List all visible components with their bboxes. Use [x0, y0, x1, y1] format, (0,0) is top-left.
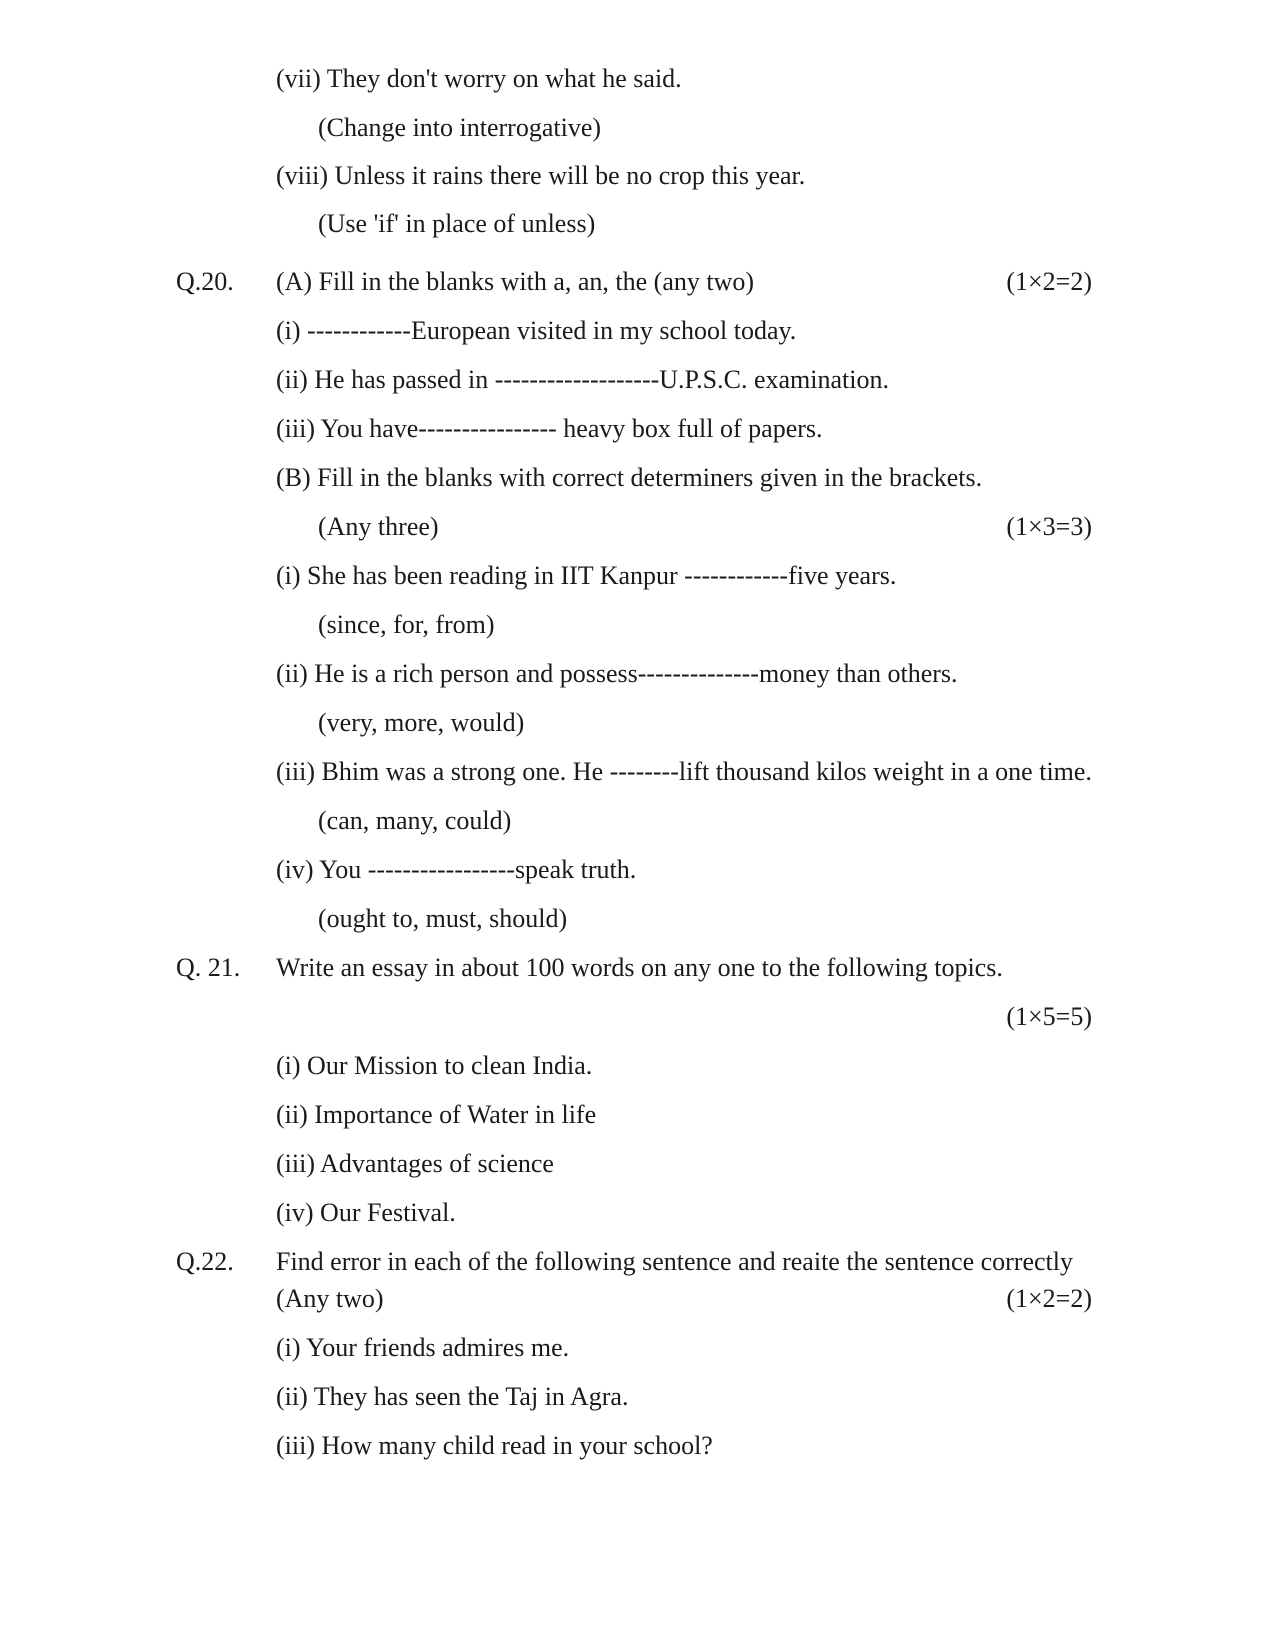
q22-item: (iii) How many child read in your school?	[276, 1431, 713, 1460]
q22-item: (ii) They has seen the Taj in Agra.	[276, 1382, 629, 1411]
q21-topic: (iii) Advantages of science	[276, 1149, 554, 1178]
q20-b-sub: (Any three)	[318, 512, 439, 541]
q20-a-item: (iii) You have---------------- heavy box full of papers.	[276, 414, 823, 443]
q19-item-viii: (viii) Unless it rains there will be no crop this year.	[276, 161, 806, 190]
q20-b-options: (ought to, must, should)	[318, 904, 568, 933]
q20-a-heading: (A) Fill in the blanks with a, an, the (any two)	[276, 267, 755, 296]
q20-a-item: (ii) He has passed in -------------------U.P.S.C. examination.	[276, 365, 889, 394]
q20-a-marks: (1×2=2)	[1006, 267, 1092, 296]
q21-heading: Write an essay in about 100 words on any one to the following topics.	[276, 953, 1003, 982]
q19-item-viii-hint: (Use 'if' in place of unless)	[318, 209, 596, 238]
q21-topic: (i) Our Mission to clean India.	[276, 1051, 593, 1080]
q22-marks: (1×2=2)	[1006, 1284, 1092, 1313]
q20-b-options: (can, many, could)	[318, 806, 512, 835]
q22-sub: (Any two)	[276, 1284, 384, 1313]
q19-item-vii-hint: (Change into interrogative)	[318, 113, 602, 142]
q19-item-vii: (vii) They don't worry on what he said.	[276, 64, 682, 93]
q20-number: Q.20.	[176, 267, 234, 296]
q20-b-marks: (1×3=3)	[1006, 512, 1092, 541]
q20-b-item: (iii) Bhim was a strong one. He --------lift thousand kilos weight in a one time.	[276, 757, 1092, 786]
q20-a-item: (i) ------------European visited in my school today.	[276, 316, 797, 345]
q20-b-options: (since, for, from)	[318, 610, 495, 639]
q20-b-item: (iv) You -----------------speak truth.	[276, 855, 637, 884]
q21-topic: (iv) Our Festival.	[276, 1198, 456, 1227]
q20-b-item: (ii) He is a rich person and possess--------------money than others.	[276, 659, 958, 688]
q21-topic: (ii) Importance of Water in life	[276, 1100, 597, 1129]
q21-number: Q. 21.	[176, 953, 241, 982]
q20-b-item: (i) She has been reading in IIT Kanpur ------------five years.	[276, 561, 897, 590]
q22-heading: Find error in each of the following sentence and reaite the sentence correctly	[276, 1247, 1073, 1276]
q20-b-heading: (B) Fill in the blanks with correct determiners given in the brackets.	[276, 463, 983, 492]
q21-marks: (1×5=5)	[1006, 1002, 1092, 1031]
q20-b-options: (very, more, would)	[318, 708, 525, 737]
q22-item: (i) Your friends admires me.	[276, 1333, 570, 1362]
q22-number: Q.22.	[176, 1247, 234, 1276]
